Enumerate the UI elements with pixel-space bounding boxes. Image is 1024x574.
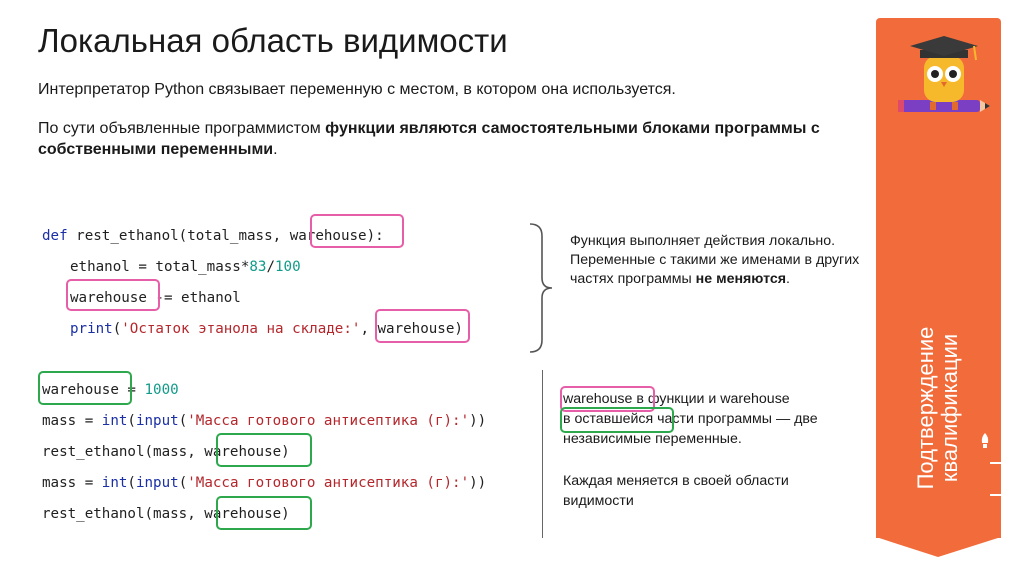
intro-paragraph: Интерпретатор Python связывает переменную с местом, в котором она используется. (38, 81, 676, 98)
int-builtin: int (101, 413, 128, 429)
note1-text: Функция выполняет действия локально. Переменные с такими же именами в других частях программы (570, 233, 860, 287)
note2-var-local: warehouse (563, 391, 633, 407)
call-warehouse-arg: warehouse (204, 506, 282, 522)
paren-close: )) (469, 413, 487, 429)
assign-op: = (118, 382, 145, 398)
highlight-call-warehouse-2 (216, 496, 312, 530)
highlight-print-warehouse (375, 309, 470, 343)
number-83: 83 (249, 259, 267, 275)
input-builtin: input (135, 475, 179, 491)
print-keyword: print (70, 321, 113, 337)
note1-bold: не меняются (695, 271, 786, 287)
ethanol-expr: ethanol = total_mass* (70, 259, 250, 275)
call-close: ) (281, 444, 290, 460)
note2-text: в функции и warehouse (632, 391, 790, 407)
highlight-local-warehouse (66, 279, 160, 311)
slide-title: Локальная область видимости (38, 22, 508, 59)
mass-assign: mass = (42, 475, 102, 491)
mass-prompt-string: 'Масса готового антисептика (г):' (187, 413, 470, 429)
call-expr: rest_ethanol(mass, (42, 506, 205, 522)
paren: ( (178, 475, 188, 491)
paren-close: )) (469, 475, 487, 491)
global-warehouse: warehouse (42, 382, 119, 398)
side-tick-1 (990, 462, 1004, 464)
highlight-global-warehouse (38, 371, 132, 405)
call-close: ) (281, 506, 290, 522)
int-builtin: int (101, 475, 128, 491)
print-string: 'Остаток этанола на складе:' (121, 321, 361, 337)
banner-tip (876, 537, 1001, 557)
code-line-mass-2 (42, 475, 486, 491)
call-expr: rest_ethanol(mass, (42, 444, 205, 460)
paren: ( (178, 413, 188, 429)
code-line-ethanol (70, 259, 301, 275)
separator-line (542, 370, 543, 538)
banner-title (914, 327, 962, 490)
note1-end: . (786, 271, 790, 287)
code-line-mass-1 (42, 413, 486, 429)
def-keyword: def (42, 228, 68, 244)
functions-paragraph (38, 118, 838, 160)
signature-close: ): (366, 228, 384, 244)
number-100: 100 (275, 259, 301, 275)
side-tick-2 (990, 494, 1004, 496)
local-warehouse: warehouse (70, 290, 147, 306)
owl-mascot-icon (896, 28, 992, 124)
number-1000: 1000 (144, 382, 179, 398)
minus-expr: -= ethanol (146, 290, 241, 306)
highlight-param-warehouse (310, 214, 404, 248)
param-warehouse: warehouse (289, 228, 367, 244)
highlight-call-warehouse-1 (216, 433, 312, 467)
functions-paragraph-end: . (273, 141, 278, 158)
note-scope: Каждая меняется в своей области видимости (563, 473, 789, 509)
right-brace-icon (526, 222, 556, 354)
functions-paragraph-bold: функции являются самостоятельными блоками программы с собственными переменными (38, 120, 820, 158)
input-builtin: input (135, 413, 179, 429)
paren: ( (127, 475, 136, 491)
print-args: , warehouse) (360, 321, 463, 337)
rocket-icon (978, 432, 992, 450)
banner-line-2: квалификации (937, 333, 962, 483)
banner-line-1: Подтверждение (913, 326, 938, 490)
mass-assign: mass = (42, 413, 102, 429)
print-open: ( (112, 321, 122, 337)
function-signature: rest_ethanol(total_mass, (67, 228, 290, 244)
note-local-action (570, 232, 860, 289)
mass-prompt-string: 'Масса готового антисептика (г):' (187, 475, 470, 491)
functions-paragraph-start: По сути объявленные программистом (38, 120, 326, 137)
note2-text-rest: в оставшейся части программы — две независимые переменные. (563, 411, 818, 447)
divide-op: / (266, 259, 276, 275)
call-warehouse-arg: warehouse (204, 444, 282, 460)
highlight-note-remaining (560, 407, 674, 433)
paren: ( (127, 413, 136, 429)
